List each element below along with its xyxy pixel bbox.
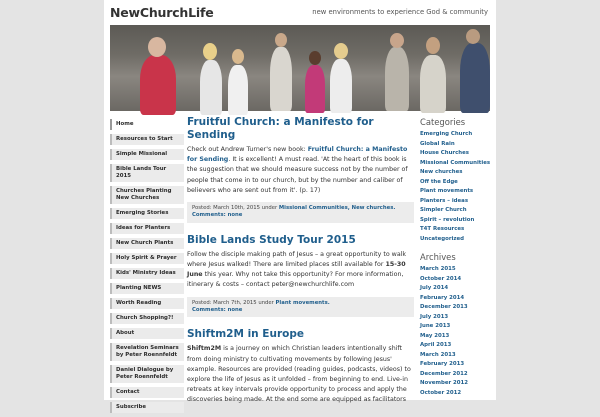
post-title[interactable]: Bible Lands Study Tour 2015 xyxy=(187,233,356,246)
nav-item[interactable]: Holy Spirit & Prayer xyxy=(110,253,184,264)
nav-item[interactable]: Ideas for Planters xyxy=(110,223,184,234)
post-1 xyxy=(187,116,414,223)
post-3 xyxy=(187,328,414,405)
archive-link[interactable]: December 2013 xyxy=(420,304,468,310)
archive-link[interactable]: October 2014 xyxy=(420,275,462,282)
archives-heading: Archives xyxy=(420,252,456,262)
nav-item[interactable]: Planting NEWS xyxy=(110,283,184,294)
nav-item[interactable]: Simple Missional xyxy=(110,149,184,160)
book-link[interactable]: Fruitful Church: a Manifesto for Sending xyxy=(187,146,408,164)
post-categories-link[interactable]: Plant movements. xyxy=(275,299,330,306)
post-title[interactable]: Shiftm2M in Europe xyxy=(187,328,304,341)
site-tagline: new environments to experience God & community xyxy=(312,8,488,16)
post-categories-link[interactable]: Missional Communities, New churches. xyxy=(278,205,396,212)
main-navigation xyxy=(110,119,184,417)
archive-link[interactable]: December 2012 xyxy=(420,370,468,377)
post-excerpt xyxy=(187,250,414,291)
nav-item[interactable]: Resources to Start xyxy=(110,134,184,145)
post-dates-highlight: 15-30 June xyxy=(187,261,406,279)
nav-item[interactable]: Daniel Dialogue by Peter Roennfeldt xyxy=(110,365,184,383)
category-link[interactable]: Global Rain xyxy=(420,140,455,147)
post-comments-link[interactable]: Comments: none xyxy=(192,212,243,219)
categories-list xyxy=(420,130,492,244)
archive-link[interactable]: October 2012 xyxy=(420,389,462,396)
post-meta xyxy=(187,202,414,223)
archive-link[interactable]: March 2013 xyxy=(420,351,456,358)
category-link[interactable]: T4T Resources xyxy=(420,226,465,232)
nav-item[interactable]: Revelation Seminars by Peter Roennfeldt xyxy=(110,343,184,361)
page xyxy=(104,0,496,410)
post-meta xyxy=(187,297,414,318)
post-text: . It is excellent! A must read. 'At the heart of this book is the suggestion that we should measure success not by the number of people that come in to our church, but by the number and caliber of believers who are sent out from it'. (p. 17) xyxy=(187,156,408,194)
category-link[interactable]: Planters – ideas xyxy=(420,197,469,204)
archive-link[interactable]: April 2013 xyxy=(420,342,452,348)
post-text: this year. Why not take this opportunity? For more information, itinerary & costs – contact peter@newchurchlife.com xyxy=(187,271,404,289)
site-title[interactable]: NewChurchLife xyxy=(110,5,214,20)
post-excerpt xyxy=(187,145,414,196)
category-link[interactable]: Simpler Church xyxy=(420,207,467,213)
archive-link[interactable]: February 2014 xyxy=(420,294,465,301)
header-image xyxy=(110,25,490,111)
post-date: Posted: March 10th, 2015 under xyxy=(192,205,279,212)
category-link[interactable]: Missional Communities xyxy=(420,159,491,166)
nav-item[interactable]: Emerging Stories xyxy=(110,208,184,219)
category-link[interactable]: Emerging Church xyxy=(420,131,473,137)
category-link[interactable]: House Churches xyxy=(420,150,469,156)
post-date: Posted: March 7th, 2015 under xyxy=(192,299,276,306)
post-excerpt xyxy=(187,344,414,405)
nav-item[interactable]: About xyxy=(110,328,184,339)
post-bold-term: Shiftm2M xyxy=(187,345,222,353)
nav-item[interactable]: Kids' Ministry Ideas xyxy=(110,268,184,279)
archive-link[interactable]: February 2013 xyxy=(420,361,465,367)
nav-item[interactable]: Bible Lands Tour 2015 xyxy=(110,164,184,182)
archive-link[interactable]: June 2013 xyxy=(420,323,451,329)
nav-item[interactable]: Church Shopping?! xyxy=(110,313,184,324)
right-sidebar xyxy=(420,117,492,398)
archive-link[interactable]: July 2014 xyxy=(420,285,449,291)
categories-heading: Categories xyxy=(420,117,466,127)
nav-item[interactable]: Worth Reading xyxy=(110,298,184,309)
archive-link[interactable]: March 2015 xyxy=(420,266,456,272)
category-link[interactable]: Spirit – revolution xyxy=(420,216,475,223)
archive-link[interactable]: May 2013 xyxy=(420,332,450,339)
post-2 xyxy=(187,234,414,318)
category-link[interactable]: Plant movements xyxy=(420,188,474,194)
category-link[interactable]: New churches xyxy=(420,169,463,175)
archive-link[interactable]: November 2012 xyxy=(420,380,469,386)
post-text: Follow the disciple making path of Jesus – a great opportunity to walk where Jesus walked! There are limited places still available for xyxy=(187,250,407,269)
post-text: Check out Andrew Turner's new book: xyxy=(187,146,308,153)
category-link[interactable]: Uncategorized xyxy=(420,235,465,242)
nav-item[interactable]: Churches Planting New Churches xyxy=(110,186,184,204)
post-text: is a journey on which Christian leaders intentionally shift from doing ministry to cultivating movements by following Jesus' example. Resources are provided (reading guides, podcasts, videos) to explore the life of Jesus as it unfolded – from beginning to end. Live-in retreats at key intervals provide opportunity to process and apply the discoveries being made. At the end some are equipped as facilitators xyxy=(187,345,411,404)
nav-item[interactable]: New Church Plants xyxy=(110,238,184,249)
archive-link[interactable]: July 2013 xyxy=(420,313,449,320)
archives-list xyxy=(420,265,492,398)
nav-item[interactable]: Home xyxy=(110,119,184,130)
post-comments-link[interactable]: Comments: none xyxy=(192,307,243,314)
category-link[interactable]: Off the Edge xyxy=(420,178,458,185)
content-area xyxy=(187,116,414,406)
post-title[interactable]: Fruitful Church: a Manifesto for Sending xyxy=(187,116,374,141)
nav-item[interactable]: Subscribe xyxy=(110,402,184,413)
nav-item[interactable]: Contact xyxy=(110,387,184,398)
